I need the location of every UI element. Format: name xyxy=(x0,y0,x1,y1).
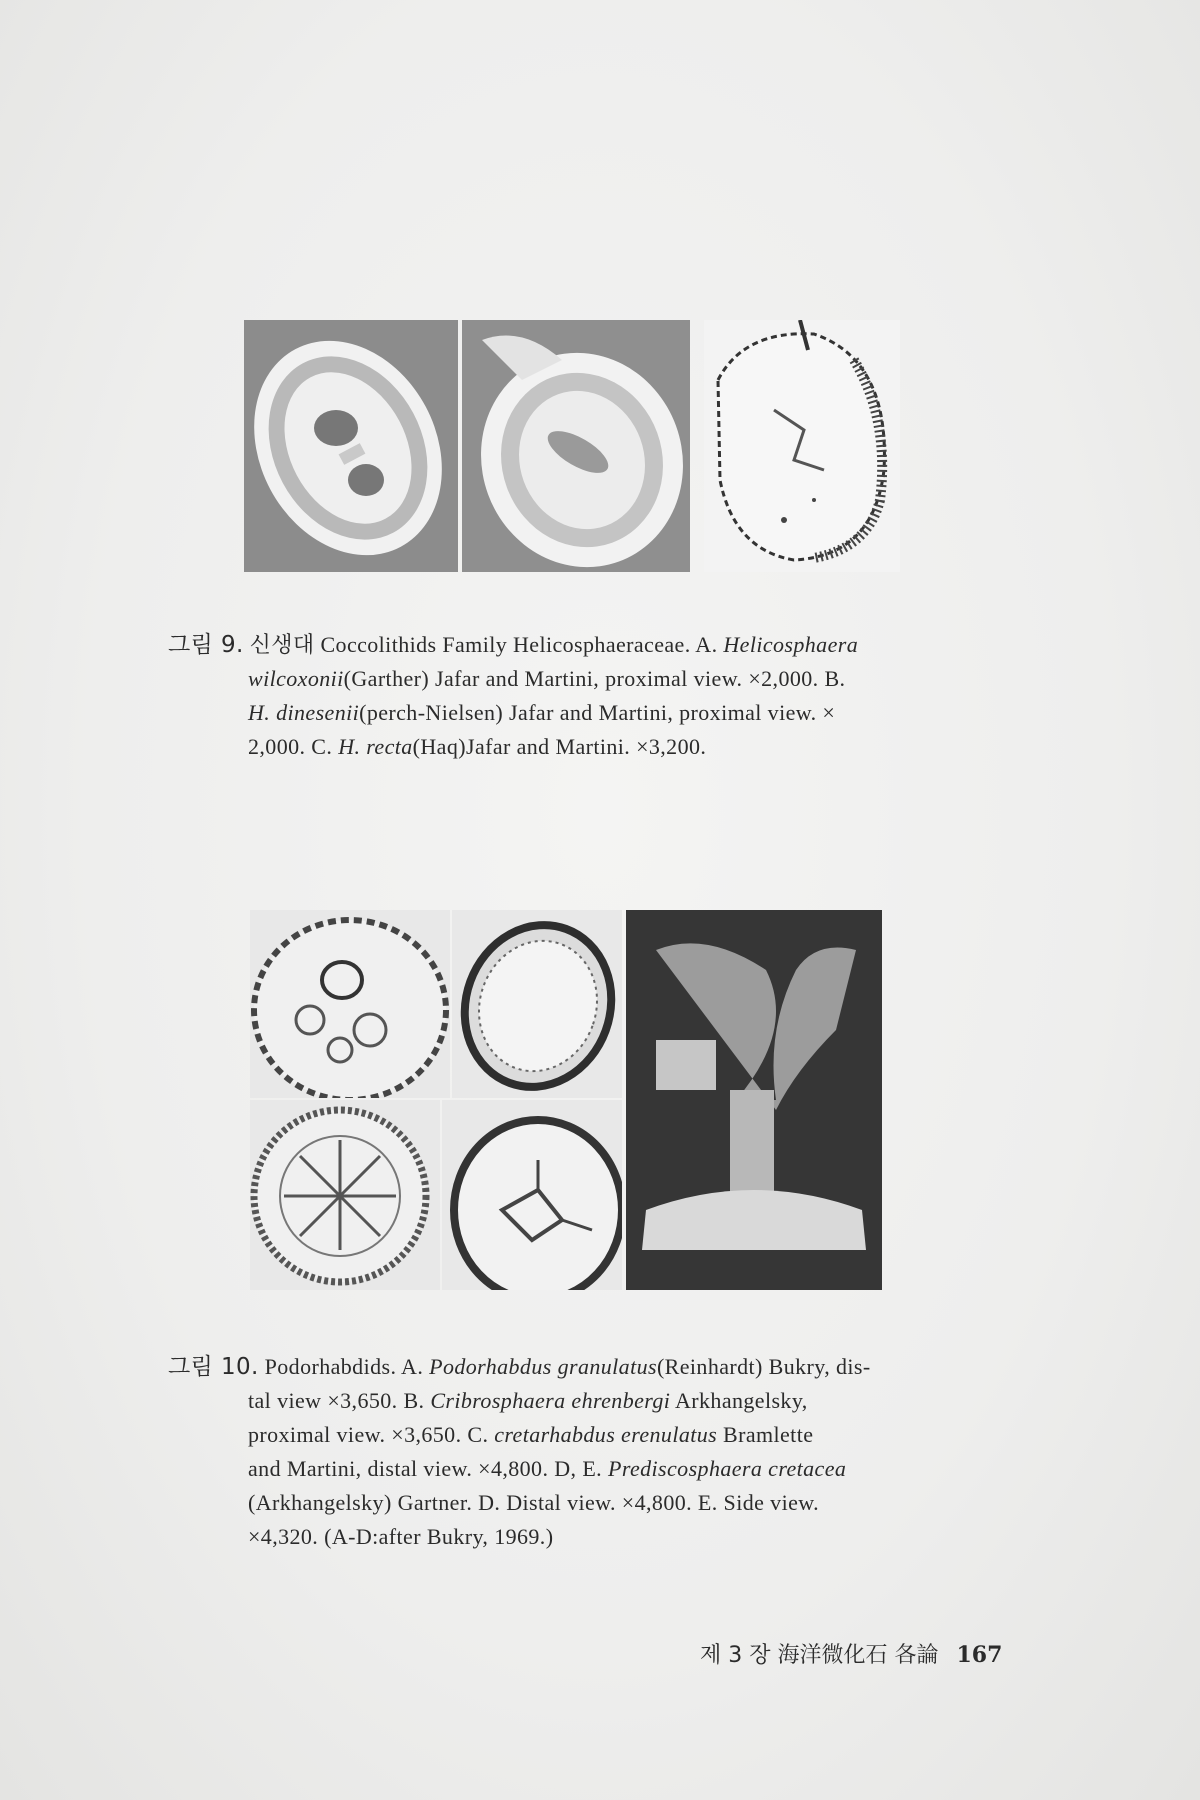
page-footer xyxy=(700,1638,1002,1669)
figure9-plate-a xyxy=(244,320,458,572)
figure9-line3: (perch-Nielsen) Jafar and Martini, proximal view. × xyxy=(359,700,836,725)
figure10-plate-c xyxy=(250,1100,440,1290)
figure9-species-b: H. dinesenii xyxy=(248,700,360,725)
figure10-species-d: Prediscosphaera cretacea xyxy=(608,1456,847,1481)
figure9-label: 그림 9. xyxy=(168,632,244,658)
figure9-genus: Helicosphaera xyxy=(723,632,859,657)
figure9-line4-pre: 2,000. C. xyxy=(248,734,339,759)
figure9-species-a: wilcoxonii xyxy=(248,666,344,691)
figure9-caption xyxy=(168,628,1028,764)
figure9-line1: 신생대 Coccolithids Family Helicosphaeraceae. A. xyxy=(249,632,724,657)
figure10-line4-pre: and Martini, distal view. ×4,800. D, E. xyxy=(248,1456,608,1481)
figure10-caption xyxy=(168,1350,1028,1554)
figure10-line3-pre: proximal view. ×3,650. C. xyxy=(248,1422,495,1447)
figure10-line1-rest: (Reinhardt) Bukry, dis- xyxy=(656,1354,871,1379)
figure10-species-b: Cribrosphaera ehrenbergi xyxy=(430,1388,671,1413)
figure10-line5: (Arkhangelsky) Gartner. D. Distal view. ×4,800. E. Side view. xyxy=(248,1490,820,1515)
figure10-line6: ×4,320. (A-D:after Bukry, 1969.) xyxy=(248,1524,554,1549)
figure10-plate-a xyxy=(250,910,450,1098)
figure10-line2-pre: tal view ×3,650. B. xyxy=(248,1388,431,1413)
figure9-species-c: H. recta xyxy=(338,734,413,759)
figure10-label: 그림 10. xyxy=(168,1354,259,1380)
figure10-plate-b xyxy=(452,910,622,1098)
figure10-species-a: Podorhabdus granulatus xyxy=(429,1354,657,1379)
chapter-title: 제 3 장 海洋微化石 各論 xyxy=(700,1643,939,1668)
figure9-line2: (Garther) Jafar and Martini, proximal view. ×2,000. B. xyxy=(343,666,846,691)
figure10-plate-d xyxy=(442,1100,622,1290)
figure10-line1-pre: Podorhabdids. A. xyxy=(264,1354,430,1379)
figure9-line4: (Haq)Jafar and Martini. ×3,200. xyxy=(412,734,707,759)
page-number: 167 xyxy=(956,1642,1003,1668)
figure9-plate-c xyxy=(704,320,900,572)
figure9-plate-b xyxy=(462,320,690,572)
figure10-line3-rest: Bramlette xyxy=(717,1422,814,1447)
figure10-plate-e xyxy=(626,910,882,1290)
figure10-line2-rest: Arkhangelsky, xyxy=(670,1388,808,1413)
figure10-species-c: cretarhabdus erenulatus xyxy=(494,1422,718,1447)
